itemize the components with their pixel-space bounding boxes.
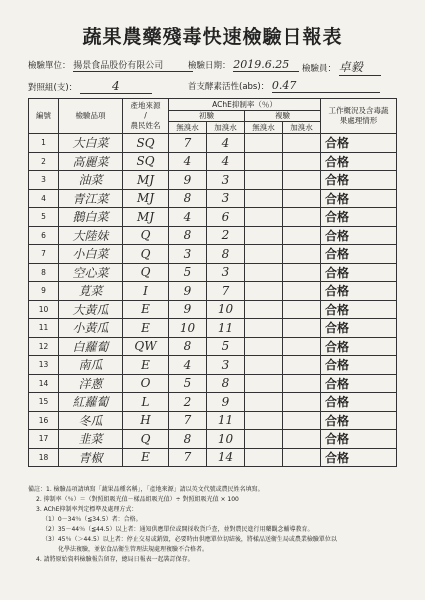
cell-first-no-water: 9 <box>169 171 207 190</box>
cell-no: 16 <box>29 411 59 430</box>
cell-item: 小黃瓜 <box>59 319 123 338</box>
cell-result: 合格 <box>321 300 397 319</box>
cell-first-no-water: 4 <box>169 152 207 171</box>
date-value: 2019.6.25 <box>233 58 299 72</box>
cell-result: 合格 <box>321 263 397 282</box>
table-row <box>29 430 397 449</box>
cell-retest-add-water <box>283 319 321 338</box>
cell-item: 青椒 <box>59 448 123 467</box>
header-origin-line1: 產地來源 <box>130 101 161 110</box>
table-row <box>29 411 397 430</box>
cell-retest-no-water <box>245 319 283 338</box>
cell-retest-add-water <box>283 393 321 412</box>
cell-item: 高麗菜 <box>59 152 123 171</box>
cell-retest-no-water <box>245 263 283 282</box>
cell-item: 大陸妹 <box>59 226 123 245</box>
note-line: 3. AChE抑制率判定標準及處理方式： <box>36 506 138 513</box>
cell-no: 2 <box>29 152 59 171</box>
cell-no: 12 <box>29 337 59 356</box>
cell-retest-no-water <box>245 300 283 319</box>
header-retest-add-water: 加溴水 <box>283 122 321 134</box>
table-row <box>29 393 397 412</box>
cell-result: 合格 <box>321 171 397 190</box>
cell-first-no-water: 7 <box>169 134 207 153</box>
cell-retest-no-water <box>245 171 283 190</box>
cell-result: 合格 <box>321 152 397 171</box>
header-no: 編號 <box>29 99 59 134</box>
table-row <box>29 245 397 264</box>
cell-retest-no-water <box>245 208 283 227</box>
cell-item: 空心菜 <box>59 263 123 282</box>
cell-retest-no-water <box>245 356 283 375</box>
date-label: 檢驗日期： <box>188 61 231 71</box>
unit-label: 檢驗單位： <box>28 61 71 71</box>
cell-first-no-water: 3 <box>169 245 207 264</box>
cell-result: 合格 <box>321 448 397 467</box>
cell-item: 鵝白菜 <box>59 208 123 227</box>
cell-retest-no-water <box>245 189 283 208</box>
cell-first-no-water: 7 <box>169 448 207 467</box>
cell-result: 合格 <box>321 189 397 208</box>
cell-result: 合格 <box>321 430 397 449</box>
table-row <box>29 356 397 375</box>
cell-origin: MJ <box>123 189 169 208</box>
table-row <box>29 319 397 338</box>
note-line: （1）0－34％（≦34.5）者：合格。 <box>42 516 142 523</box>
cell-result: 合格 <box>321 208 397 227</box>
cell-result: 合格 <box>321 319 397 338</box>
cell-first-no-water: 5 <box>169 263 207 282</box>
cell-result: 合格 <box>321 393 397 412</box>
header-remark <box>321 99 397 134</box>
cell-retest-add-water <box>283 134 321 153</box>
cell-first-add-water: 4 <box>207 152 245 171</box>
cell-item: 白蘿蔔 <box>59 337 123 356</box>
header-ache: AChE抑制率（％） <box>169 99 321 111</box>
cell-retest-no-water <box>245 245 283 264</box>
header-origin-line2: / <box>144 111 147 120</box>
cell-first-no-water: 5 <box>169 374 207 393</box>
control-group <box>28 79 152 94</box>
cell-origin: QW <box>123 337 169 356</box>
cell-retest-no-water <box>245 226 283 245</box>
cell-origin: MJ <box>123 208 169 227</box>
cell-origin: E <box>123 356 169 375</box>
inspection-table-wrapper <box>28 98 396 467</box>
cell-no: 5 <box>29 208 59 227</box>
cell-no: 1 <box>29 134 59 153</box>
cell-first-no-water: 9 <box>169 282 207 301</box>
cell-origin: E <box>123 319 169 338</box>
table-row <box>29 374 397 393</box>
cell-origin: Q <box>123 226 169 245</box>
cell-retest-add-water <box>283 152 321 171</box>
cell-first-add-water: 11 <box>207 319 245 338</box>
cell-no: 7 <box>29 245 59 264</box>
cell-no: 4 <box>29 189 59 208</box>
cell-result: 合格 <box>321 411 397 430</box>
notes-section <box>28 485 403 565</box>
cell-first-no-water: 9 <box>169 300 207 319</box>
cell-first-add-water: 9 <box>207 393 245 412</box>
inspection-date <box>188 58 299 72</box>
enzyme-value: 0.47 <box>272 79 380 93</box>
cell-origin: L <box>123 393 169 412</box>
cell-no: 8 <box>29 263 59 282</box>
control-label: 對照組(支)： <box>28 83 78 93</box>
note-line: （2）35－44％（≦44.5）以上者：通知供應單位或開採收貨戶查，並對農民進行用藥觀念輔導教育。 <box>42 526 314 533</box>
header-remark-line1: 工作概況及含毒蔬 <box>328 106 389 115</box>
cell-origin: Q <box>123 263 169 282</box>
unit-value: 揚景食品股份有限公司 <box>73 58 193 72</box>
cell-first-no-water: 8 <box>169 430 207 449</box>
cell-retest-add-water <box>283 263 321 282</box>
table-row <box>29 171 397 190</box>
cell-retest-add-water <box>283 356 321 375</box>
cell-item: 南瓜 <box>59 356 123 375</box>
cell-no: 3 <box>29 171 59 190</box>
cell-first-add-water: 10 <box>207 300 245 319</box>
cell-origin: I <box>123 282 169 301</box>
cell-retest-add-water <box>283 411 321 430</box>
header-origin-line3: 農民姓名 <box>130 121 161 130</box>
cell-first-no-water: 10 <box>169 319 207 338</box>
header-first-add-water: 加溴水 <box>207 122 245 134</box>
cell-first-add-water: 14 <box>207 448 245 467</box>
cell-item: 韭菜 <box>59 430 123 449</box>
table-row <box>29 152 397 171</box>
cell-first-add-water: 3 <box>207 356 245 375</box>
inspector <box>302 58 381 76</box>
cell-retest-no-water <box>245 337 283 356</box>
cell-retest-no-water <box>245 374 283 393</box>
cell-first-add-water: 11 <box>207 411 245 430</box>
cell-retest-no-water <box>245 430 283 449</box>
cell-first-add-water: 8 <box>207 245 245 264</box>
inspection-unit <box>28 58 193 72</box>
cell-no: 13 <box>29 356 59 375</box>
header-retest-no-water: 無溴水 <box>245 122 283 134</box>
note-line: 備註：1. 檢驗品項請填寫「蔬果品種名稱」，「產地來源」請以英文代號或農民姓名填寫。 <box>28 486 264 493</box>
control-value: 4 <box>80 79 152 94</box>
header-origin <box>123 99 169 134</box>
cell-origin: Q <box>123 245 169 264</box>
cell-item: 冬瓜 <box>59 411 123 430</box>
table-row <box>29 282 397 301</box>
cell-first-no-water: 8 <box>169 337 207 356</box>
cell-retest-add-water <box>283 226 321 245</box>
cell-retest-no-water <box>245 411 283 430</box>
cell-origin: E <box>123 448 169 467</box>
table-row <box>29 337 397 356</box>
header-first-no-water: 無溴水 <box>169 122 207 134</box>
cell-item: 大白菜 <box>59 134 123 153</box>
cell-origin: O <box>123 374 169 393</box>
cell-origin: SQ <box>123 152 169 171</box>
cell-first-add-water: 6 <box>207 208 245 227</box>
cell-result: 合格 <box>321 226 397 245</box>
cell-item: 小白菜 <box>59 245 123 264</box>
inspector-value: 卓毅 <box>339 58 381 76</box>
cell-no: 15 <box>29 393 59 412</box>
cell-first-add-water: 2 <box>207 226 245 245</box>
inspection-table <box>28 98 397 467</box>
cell-retest-add-water <box>283 208 321 227</box>
table-row <box>29 300 397 319</box>
cell-retest-no-water <box>245 282 283 301</box>
cell-no: 17 <box>29 430 59 449</box>
cell-first-add-water: 3 <box>207 171 245 190</box>
cell-retest-add-water <box>283 282 321 301</box>
cell-retest-no-water <box>245 393 283 412</box>
cell-origin: H <box>123 411 169 430</box>
cell-retest-add-water <box>283 171 321 190</box>
note-line: 化學法複驗，並依食品衛生管理法規處理複驗不合格者。 <box>58 546 209 553</box>
table-body <box>29 134 397 467</box>
note-line: 4. 請將原始資料檢驗報告留存，總局日報表一起裝訂保存。 <box>36 556 194 563</box>
cell-no: 10 <box>29 300 59 319</box>
cell-result: 合格 <box>321 245 397 264</box>
cell-retest-add-water <box>283 189 321 208</box>
cell-retest-add-water <box>283 430 321 449</box>
header-remark-line2: 果處理情形 <box>339 116 378 125</box>
cell-first-no-water: 8 <box>169 189 207 208</box>
header-first-test: 初驗 <box>169 111 245 122</box>
table-row <box>29 134 397 153</box>
cell-item: 紅蘿蔔 <box>59 393 123 412</box>
cell-retest-no-water <box>245 448 283 467</box>
cell-retest-add-water <box>283 374 321 393</box>
cell-retest-add-water <box>283 337 321 356</box>
note-line: （3）45％（＞44.5）以上者：停止交易或銷毀，必要時由供應單位切結後，將樣品送衛生局或農業檢驗單位以 <box>42 536 337 543</box>
cell-origin: Q <box>123 430 169 449</box>
cell-no: 6 <box>29 226 59 245</box>
cell-first-no-water: 2 <box>169 393 207 412</box>
cell-item: 洋蔥 <box>59 374 123 393</box>
cell-no: 18 <box>29 448 59 467</box>
cell-no: 14 <box>29 374 59 393</box>
cell-retest-add-water <box>283 245 321 264</box>
cell-first-add-water: 3 <box>207 263 245 282</box>
header-retest: 複驗 <box>245 111 321 122</box>
cell-item: 青江菜 <box>59 189 123 208</box>
cell-result: 合格 <box>321 337 397 356</box>
cell-first-no-water: 4 <box>169 356 207 375</box>
cell-result: 合格 <box>321 134 397 153</box>
table-row <box>29 263 397 282</box>
header-item: 檢驗品項 <box>59 99 123 134</box>
cell-retest-no-water <box>245 152 283 171</box>
page-title: 蔬果農藥殘毒快速檢驗日報表 <box>82 26 343 48</box>
cell-first-add-water: 5 <box>207 337 245 356</box>
cell-result: 合格 <box>321 282 397 301</box>
cell-first-add-water: 8 <box>207 374 245 393</box>
cell-no: 11 <box>29 319 59 338</box>
cell-no: 9 <box>29 282 59 301</box>
cell-first-add-water: 4 <box>207 134 245 153</box>
inspector-label: 檢驗員： <box>302 64 337 74</box>
cell-origin: E <box>123 300 169 319</box>
cell-first-no-water: 4 <box>169 208 207 227</box>
cell-first-no-water: 7 <box>169 411 207 430</box>
enzyme-activity <box>188 79 380 93</box>
cell-item: 大黃瓜 <box>59 300 123 319</box>
cell-item: 油菜 <box>59 171 123 190</box>
cell-result: 合格 <box>321 374 397 393</box>
table-row <box>29 448 397 467</box>
table-row <box>29 226 397 245</box>
note-line: 2. 抑制率（％）＝（對照組吸光值－樣品組吸光值）÷ 對照組吸光值 × 100 <box>36 496 239 503</box>
table-row <box>29 189 397 208</box>
cell-first-add-water: 3 <box>207 189 245 208</box>
cell-retest-add-water <box>283 300 321 319</box>
cell-item: 莧菜 <box>59 282 123 301</box>
cell-result: 合格 <box>321 356 397 375</box>
table-row <box>29 208 397 227</box>
cell-origin: MJ <box>123 171 169 190</box>
cell-origin: SQ <box>123 134 169 153</box>
cell-first-no-water: 8 <box>169 226 207 245</box>
cell-first-add-water: 10 <box>207 430 245 449</box>
enzyme-label: 首支酵素活性(abs)： <box>188 82 270 92</box>
cell-first-add-water: 7 <box>207 282 245 301</box>
cell-retest-no-water <box>245 134 283 153</box>
cell-retest-add-water <box>283 448 321 467</box>
